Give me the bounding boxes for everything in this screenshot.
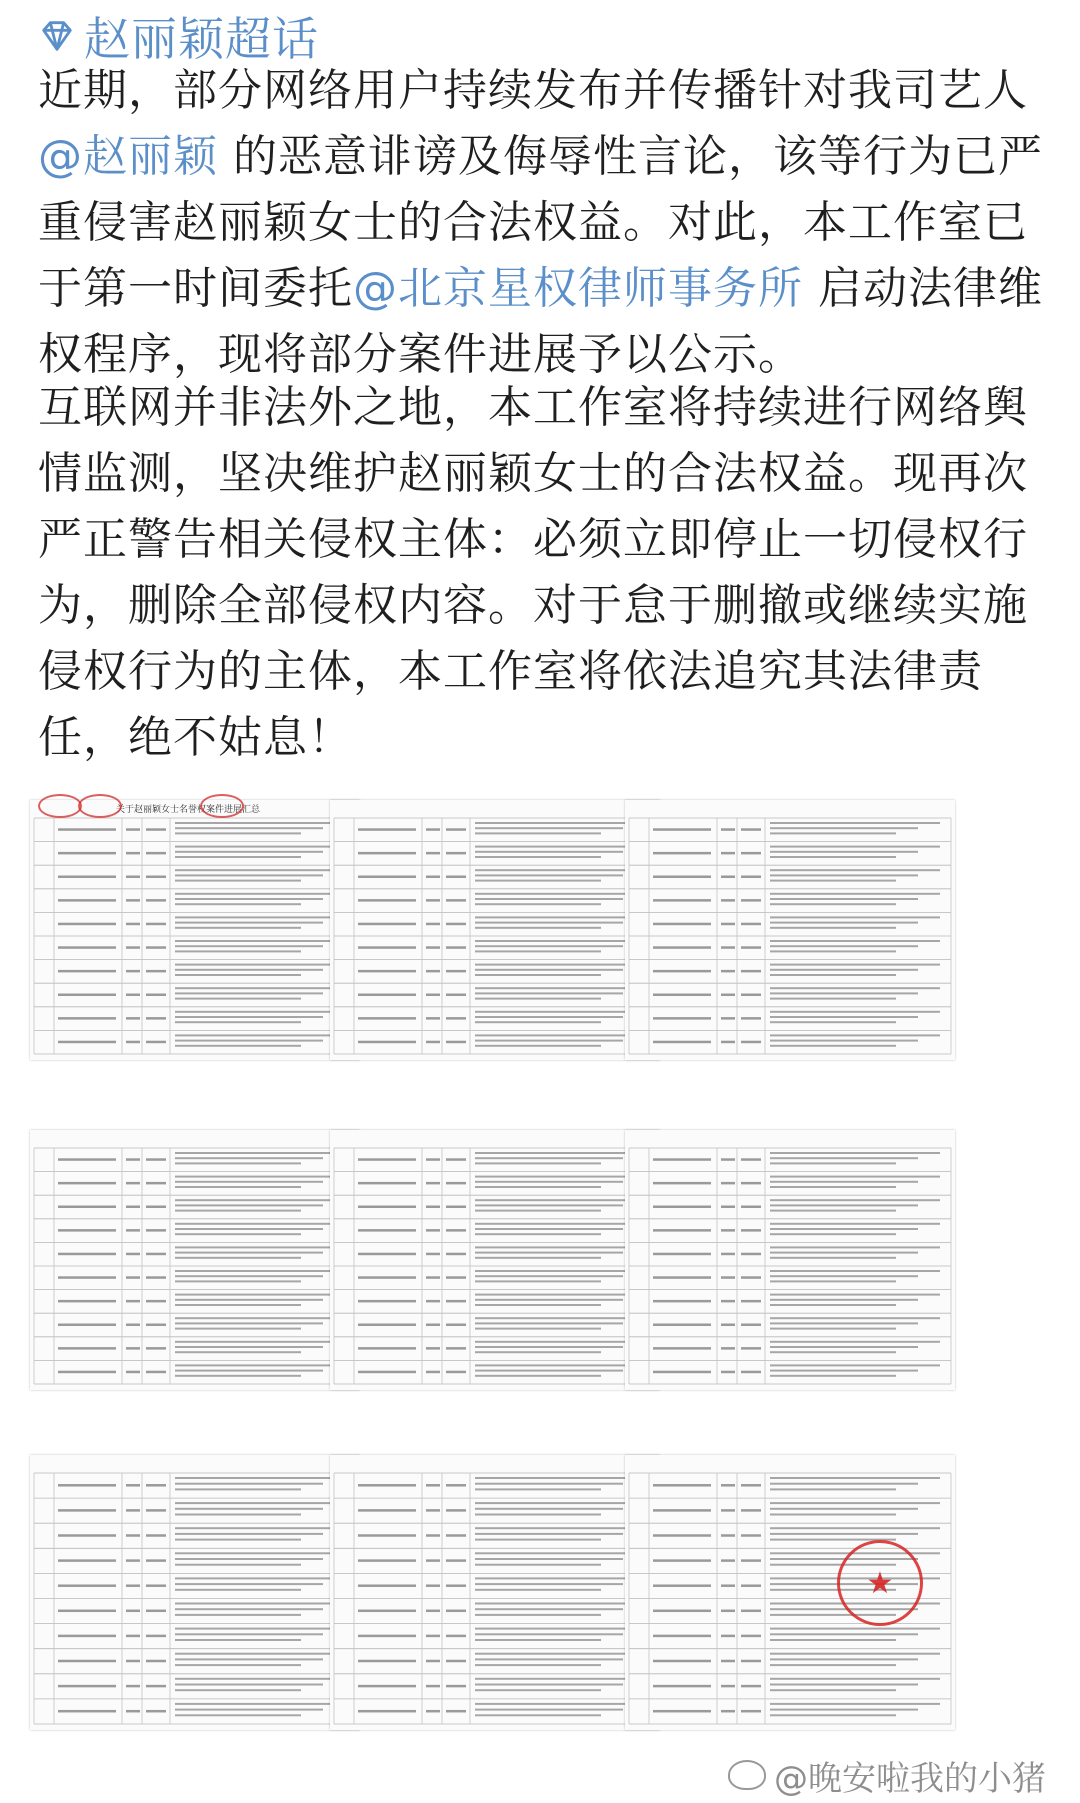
document-image[interactable] — [30, 1130, 360, 1390]
document-image[interactable] — [30, 1455, 360, 1730]
mention-link-law-firm[interactable]: @北京星权律师事务所 — [353, 263, 803, 314]
post-paragraph-2: 互联网并非法外之地，本工作室将持续进行网络舆情监测，坚决维护赵丽颖女士的合法权益。现再次严正警告相关侵权主体：必须立即停止一切侵权行为，删除全部侵权内容。对于怠于删撤或继续实施侵权行为的主体，本工作室将依法追究其法律责任，绝不姑息！ — [38, 382, 1028, 763]
post-text: 近期，部分网络用户持续发布并传播针对我司艺人 — [38, 65, 1028, 116]
official-seal-icon: ★ — [837, 1540, 923, 1626]
red-seal-icon — [78, 794, 122, 818]
post-text: 启动法律维权程序，现将部分案件进展予以公示。 — [38, 263, 1043, 380]
document-image[interactable] — [625, 800, 955, 1060]
document-image[interactable] — [330, 1130, 660, 1390]
supertopic-label: 赵丽颖超话 — [84, 12, 319, 66]
document-image-grid — [30, 800, 1060, 1760]
document-image[interactable] — [625, 1130, 955, 1390]
post-paragraph-1 — [38, 58, 1048, 388]
red-seal-icon — [200, 794, 244, 818]
document-image[interactable] — [625, 1455, 955, 1730]
document-image[interactable] — [330, 1455, 660, 1730]
watermark-text: @晚安啦我的小猪 — [774, 1758, 1046, 1799]
post-text: 的恶意诽谤及侮辱性言论，该等行为已严重侵害赵丽颖女士的合法权益。对此，本工作室已于第一时间委托 — [38, 131, 1043, 314]
document-image[interactable] — [330, 800, 660, 1060]
diamond-icon — [38, 17, 76, 55]
weibo-logo-icon — [728, 1760, 766, 1790]
supertopic-link[interactable] — [38, 6, 319, 66]
watermark — [728, 1755, 1046, 1799]
document-title: 关于赵丽颖女士名誉权案件进展汇总 — [116, 805, 261, 815]
document-image[interactable] — [30, 800, 360, 1060]
red-seal-icon — [38, 794, 82, 818]
mention-link-zhaoliying[interactable]: @赵丽颖 — [38, 131, 218, 182]
